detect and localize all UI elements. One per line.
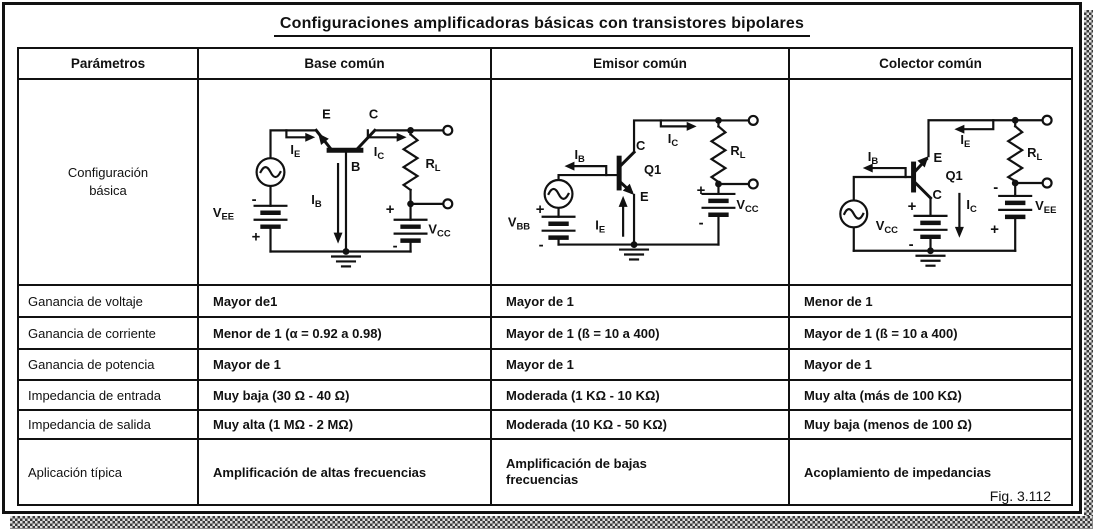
node-dot [1012, 180, 1019, 187]
base-comun-circuit-cell [199, 80, 492, 286]
plus-sign: + [696, 182, 706, 199]
terminal-label-b: B [350, 159, 361, 175]
plus-sign: + [990, 220, 1000, 238]
plus-sign: + [535, 201, 545, 218]
hatch-shadow-right [1084, 10, 1093, 529]
ac-source [257, 158, 285, 186]
value-cell: Mayor de 1 (ß = 10 a 400) [492, 318, 790, 350]
output-terminal [443, 126, 452, 135]
terminal-label-c: C [932, 186, 942, 202]
terminal-label-e: E [933, 150, 943, 166]
hatch-shadow-bottom [10, 516, 1093, 529]
terminal-label-c: C [636, 138, 646, 154]
terminal-label-e: E [322, 106, 331, 122]
node-dot [343, 248, 350, 255]
minus-sign: - [993, 178, 999, 196]
plus-sign: + [251, 229, 261, 246]
header-base-comun: Base común [199, 49, 492, 80]
minus-sign: - [698, 215, 704, 232]
ground-symbol [620, 250, 648, 260]
param-label: Impedancia de entrada [19, 381, 199, 411]
resistor-label-rl: $R_L$ [425, 156, 441, 174]
battery-vee [255, 206, 287, 227]
minus-sign: - [251, 191, 257, 208]
terminal-label-c: C [368, 106, 379, 122]
page-frame [2, 2, 1082, 514]
output-terminal [443, 199, 452, 208]
header-colector-comun: Colector común [790, 49, 1071, 80]
param-label: Ganancia de voltaje [19, 286, 199, 318]
node-dot [407, 200, 414, 207]
battery-vcc [395, 220, 427, 241]
node-dot [1012, 117, 1019, 124]
ground-symbol [917, 256, 945, 266]
transistor [316, 130, 375, 150]
param-label: Aplicación típica [19, 440, 199, 504]
current-arrow-ib [334, 164, 343, 243]
minus-sign: - [538, 237, 544, 254]
node-dot [715, 181, 722, 188]
ac-source [840, 200, 867, 227]
value-cell: Menor de 1 [790, 286, 1071, 318]
param-label: Ganancia de corriente [19, 318, 199, 350]
output-terminal [749, 116, 758, 125]
header-parametros: Parámetros [19, 49, 199, 80]
value-cell: Mayor de 1 [492, 286, 790, 318]
resistor-label-rl: $R_L$ [730, 143, 746, 161]
figure-title: Configuraciones amplificadoras básicas con transistores bipolares [274, 15, 810, 37]
value-cell: Mayor de 1 (ß = 10 a 400) [790, 318, 1071, 350]
value-cell: Muy alta (1 MΩ - 2 MΩ) [199, 411, 492, 440]
node-dot [631, 241, 638, 248]
resistor-label-rl: $R_L$ [1027, 145, 1043, 164]
comparison-table [17, 47, 1073, 506]
plus-sign: + [385, 201, 395, 218]
current-label-ie: $I_E$ [595, 217, 606, 235]
value-cell: Moderada (1 KΩ - 10 KΩ) [492, 381, 790, 411]
value-cell: Muy baja (menos de 100 Ω) [790, 411, 1071, 440]
resistor-rl [404, 134, 418, 190]
transistor-label-q1: Q1 [945, 168, 963, 184]
battery-label-vee: $V_{EE}$ [1035, 197, 1057, 216]
current-arrow-ic [661, 120, 697, 130]
value-cell [492, 440, 790, 504]
node-dot [407, 127, 414, 134]
value-cell: Mayor de 1 [790, 350, 1071, 381]
battery-vcc [703, 194, 735, 215]
transistor-label-q1: Q1 [643, 162, 662, 178]
transistor [619, 152, 634, 195]
source-label-vee: $V_{EE}$ [212, 204, 235, 222]
battery-vbb [543, 217, 575, 238]
node-dot [715, 117, 722, 124]
current-label-ic: $I_C$ [966, 196, 977, 215]
resistor-rl [712, 126, 726, 182]
output-terminal [749, 180, 758, 189]
value-cell: Acoplamiento de impedancias [804, 464, 992, 480]
ac-source [545, 180, 573, 208]
current-arrow-ib [863, 164, 906, 177]
node-dot [927, 247, 934, 254]
emisor-comun-circuit-cell [492, 80, 790, 286]
colector-comun-circuit-cell [790, 80, 1071, 286]
battery-label-vcc: $V_{CC}$ [428, 221, 451, 239]
config-basica-label-cell [19, 80, 199, 286]
minus-sign: - [908, 235, 914, 253]
source-label-vbb: $V_{BB}$ [507, 214, 531, 232]
value-text: Amplificación de bajas frecuencias [506, 455, 647, 487]
header-emisor-comun: Emisor común [492, 49, 790, 80]
emisor-comun-circuit-diagram [492, 80, 788, 284]
value-cell: Moderada (10 KΩ - 50 KΩ) [492, 411, 790, 440]
colector-comun-circuit-diagram [790, 80, 1071, 284]
current-arrow-ie [619, 196, 628, 236]
current-label-ib: $I_B$ [867, 149, 879, 168]
minus-sign: - [392, 238, 398, 255]
value-cell: Muy baja (30 Ω - 40 Ω) [199, 381, 492, 411]
current-arrow-ic [955, 194, 964, 238]
transistor [914, 156, 931, 198]
ground-symbol [332, 256, 360, 266]
terminal-label-e: E [640, 188, 649, 204]
battery-vee [999, 196, 1031, 217]
current-arrow-ie [286, 130, 315, 141]
value-cell: Menor de 1 (α = 0.92 a 0.98) [199, 318, 492, 350]
battery-label-vcc: $V_{CC}$ [875, 217, 898, 236]
current-label-ic: $I_C$ [667, 131, 679, 149]
output-terminal [1043, 116, 1052, 125]
value-cell: Mayor de1 [199, 286, 492, 318]
value-cell: Muy alta (más de 100 KΩ) [790, 381, 1071, 411]
value-cell: Mayor de 1 [199, 350, 492, 381]
output-terminal [1043, 179, 1052, 188]
current-label-ie: $I_E$ [290, 142, 301, 160]
param-label: Impedancia de salida [19, 411, 199, 440]
resistor-rl [1008, 126, 1022, 181]
config-basica-label: Configuración básica [67, 165, 149, 198]
battery-label-vcc: $V_{CC}$ [736, 196, 759, 214]
current-label-ie: $I_E$ [960, 132, 971, 151]
battery-vcc [915, 216, 947, 237]
param-label: Ganancia de potencia [19, 350, 199, 381]
value-cell: Mayor de 1 [492, 350, 790, 381]
plus-sign: + [907, 197, 917, 215]
current-label-ib: $I_B$ [574, 147, 585, 165]
current-arrow-ib [565, 162, 607, 175]
figure-number: Fig. 3.112 [986, 488, 1055, 504]
base-comun-circuit-diagram [199, 80, 490, 284]
current-label-ib: $I_B$ [311, 191, 322, 209]
value-cell: Amplificación de altas frecuencias [199, 440, 492, 504]
current-label-ic: $I_C$ [373, 144, 385, 162]
